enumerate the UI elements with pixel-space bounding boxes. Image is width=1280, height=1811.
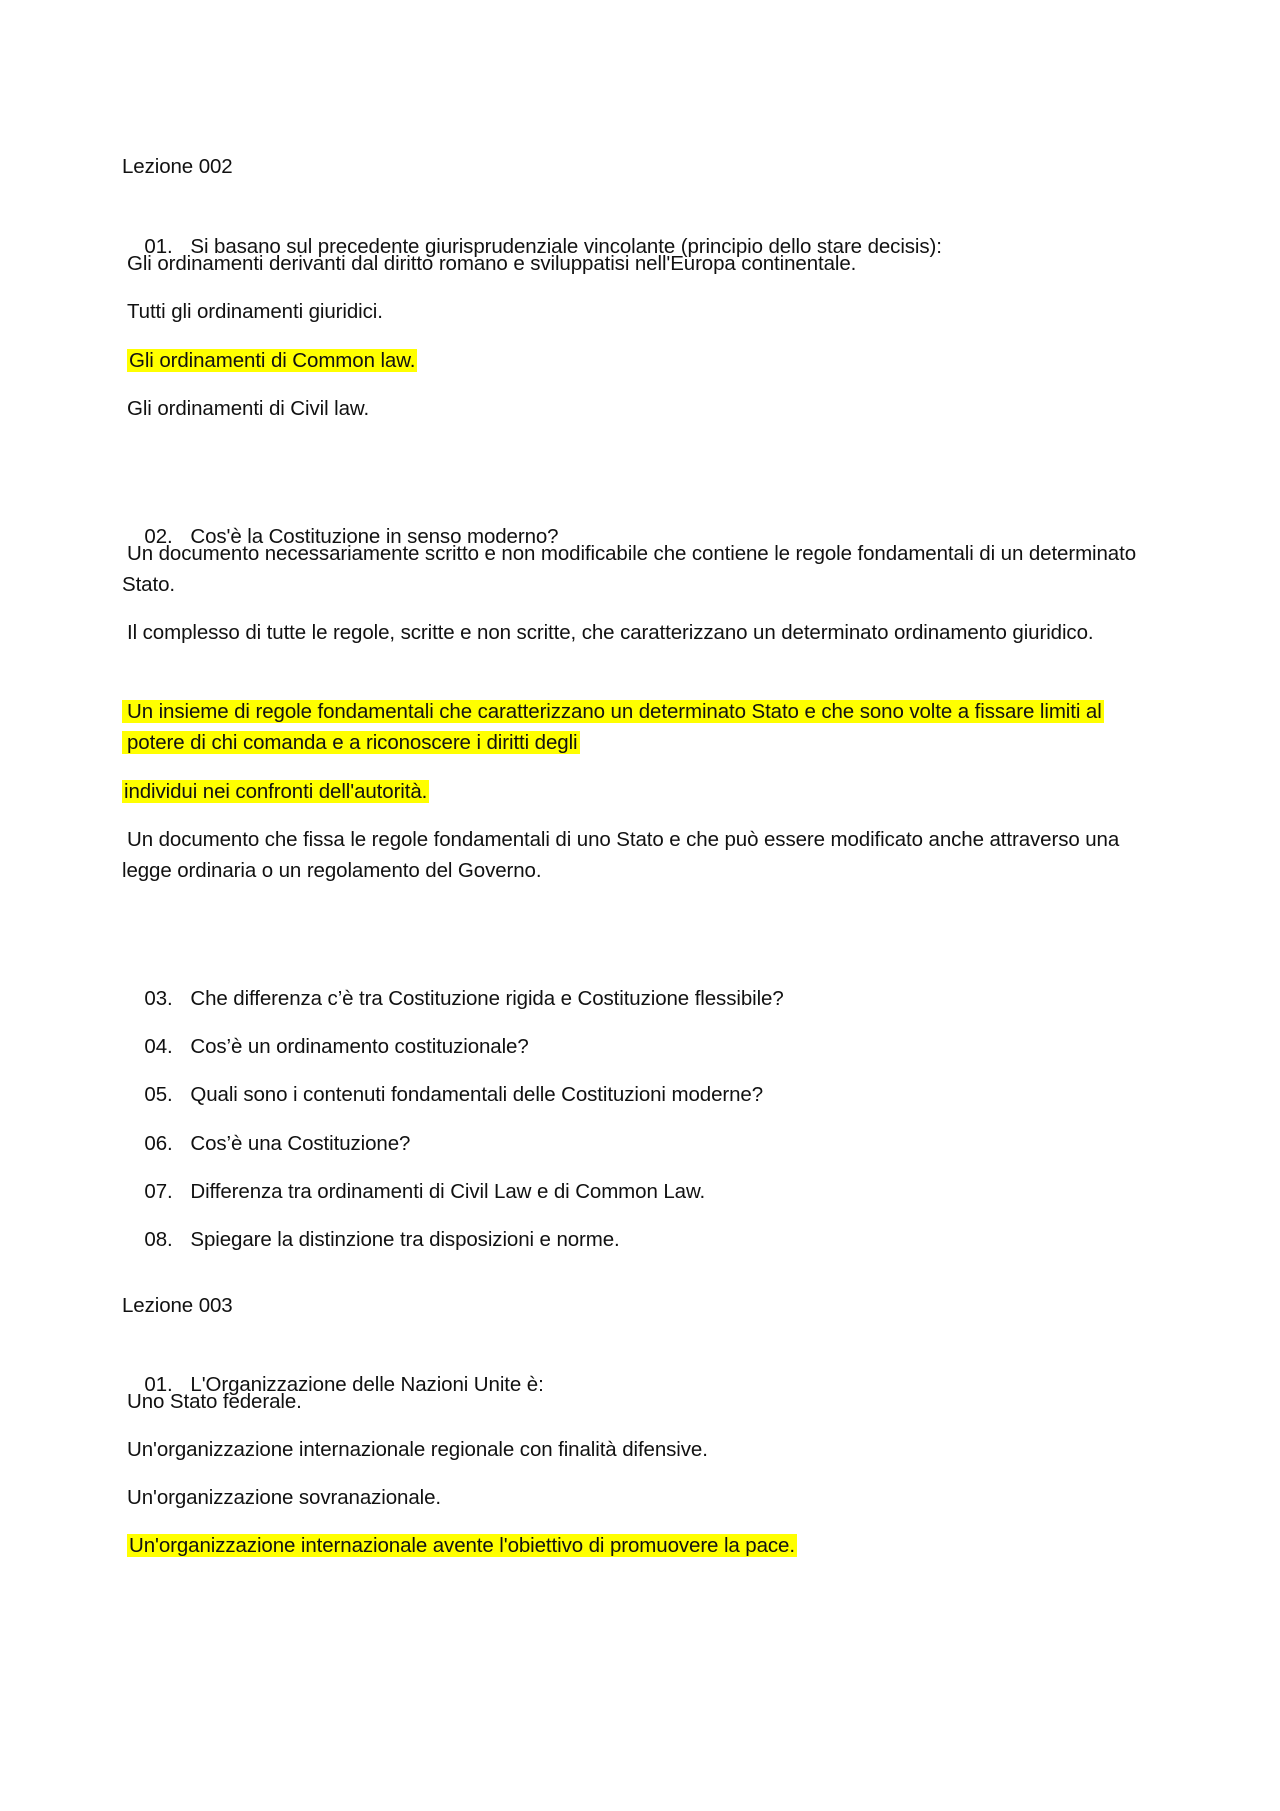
question-text: Spiegare la distinzione tra disposizioni e norme. — [190, 1228, 620, 1251]
answer-option: Gli ordinamenti derivanti dal diritto romano e sviluppatisi nell'Europa continentale. — [127, 252, 857, 275]
answer-option-correct-continuation — [122, 776, 429, 807]
answer-option-correct — [122, 696, 1162, 758]
answer-option: Tutti gli ordinamenti giuridici. — [127, 300, 383, 323]
answer-option: Un documento necessariamente scritto e non modificabile che contiene le regole fondamentali di un determinato Stato. — [122, 542, 1137, 596]
question-08 — [122, 1193, 620, 1286]
question-number: 05. — [144, 1083, 173, 1106]
question-number: 01. — [144, 1373, 173, 1396]
question-text: Cos’è una Costituzione? — [190, 1132, 411, 1155]
question-text: Cos'è la Costituzione in senso moderno? — [190, 525, 559, 548]
question-01 — [122, 200, 942, 293]
question-text: Quali sono i contenuti fondamentali delle Costituzioni moderne? — [190, 1083, 763, 1106]
lesson-title: Lezione 003 — [122, 1294, 233, 1317]
highlighted-answer: Un'organizzazione internazionale avente l'obiettivo di promuovere la pace. — [129, 1534, 795, 1557]
question-text: Cos’è un ordinamento costituzionale? — [190, 1035, 529, 1058]
highlighted-answer: individui nei confronti dell'autorità. — [124, 780, 428, 803]
answer-option: Uno Stato federale. — [127, 1390, 302, 1413]
highlighted-answer: Gli ordinamenti di Common law. — [129, 349, 416, 372]
question-number: 06. — [144, 1132, 173, 1155]
highlighted-answer: Un insieme di regole fondamentali che caratterizzano un determinato Stato e che sono volte a fissare limiti al potere di chi comanda e a riconoscere i diritti degli — [122, 700, 1104, 754]
question-number: 01. — [144, 235, 173, 258]
lesson-title: Lezione 002 — [122, 155, 233, 178]
question-number: 02. — [144, 525, 173, 548]
question-text: Differenza tra ordinamenti di Civil Law e di Common Law. — [190, 1180, 706, 1203]
answer-option: Gli ordinamenti di Civil law. — [127, 397, 370, 420]
question-number: 04. — [144, 1035, 173, 1058]
question-01 — [122, 1338, 544, 1431]
answer-option: Un'organizzazione sovranazionale. — [127, 1486, 441, 1509]
answer-option: Un documento che fissa le regole fondamentali di uno Stato e che può essere modificato anche attraverso una legge ordinaria o un regolamento del Governo. — [122, 828, 1120, 882]
question-number: 03. — [144, 987, 173, 1010]
answer-option: Il complesso di tutte le regole, scritte e non scritte, che caratterizzano un determinato ordinamento giuridico. — [127, 621, 1094, 644]
answer-option-correct — [127, 1530, 797, 1561]
question-text: L'Organizzazione delle Nazioni Unite è: — [190, 1373, 544, 1396]
question-number: 07. — [144, 1180, 173, 1203]
answer-option-correct — [127, 345, 417, 376]
answer-option: Un'organizzazione internazionale regionale con finalità difensive. — [127, 1438, 708, 1461]
question-text: Che differenza c’è tra Costituzione rigida e Costituzione flessibile? — [190, 987, 784, 1010]
question-number: 08. — [144, 1228, 173, 1251]
question-text: Si basano sul precedente giurisprudenziale vincolante (principio dello stare decisis): — [190, 235, 942, 258]
